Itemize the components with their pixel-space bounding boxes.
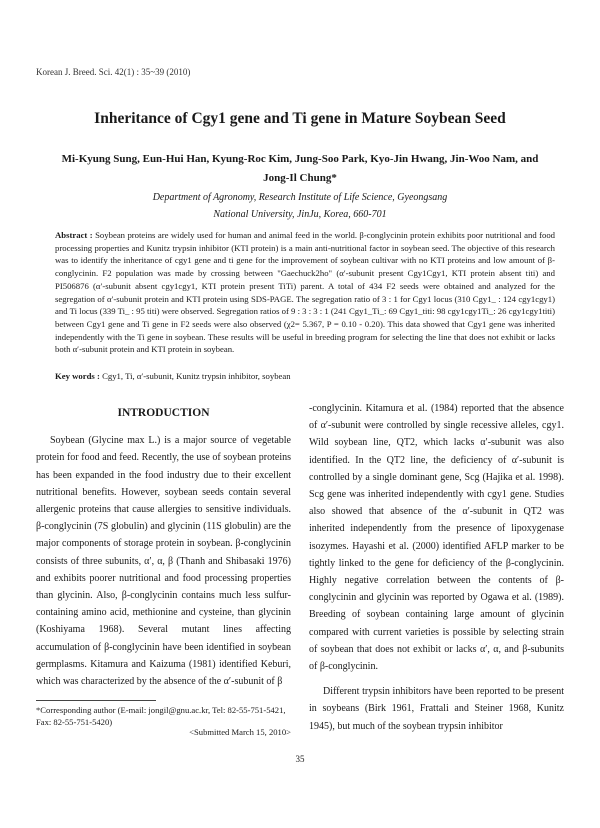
- article-title: Inheritance of Cgy1 gene and Ti gene in Mature Soybean Seed: [94, 110, 506, 127]
- affiliation: [60, 189, 540, 223]
- page-number: 35: [295, 754, 305, 764]
- right-column: [309, 400, 564, 735]
- intro-paragraph-3: Different trypsin inhibitors have been reported to be present in soybeans (Birk 1961, Frattali and Steiner 1968, Kunitz 1945), but much of the soybean trypsin inhibitor: [309, 686, 564, 732]
- intro-paragraph-2: -conglycinin. Kitamura et al. (1984) reported that the absence of α′-subunit were controlled by single recessive alleles, cgy1. Wild soybean line, QT2, which lacks α′-subunit was also identified. In the QT2 line, the deficiency of α′-subunit is controlled by a single dominant gene, Scg (Hajika et al. 1998). Scg gene was inherited independently with cgy1 gene. Studies also showed that absence of the α′-subunit in QT2 was inherited independently from the presence of lipoxygenase isozymes. Hayashi et al. (2000) identified AFLP marker to be tightly linked to the gene for deficiency of the β-conglycinin. Highly negative correlation between the contents of β-conglycinin and glycinin was reported by Ogawa et al. (1989). Breeding of soybean containing large amount of glycinin compared with current varieties is possible by selecting strain of soybean that does not exhibit or lacks α′, α, and β-subunits of β-conglycinin.: [309, 403, 564, 673]
- footnote-divider: [36, 700, 156, 701]
- submission-date: <Submitted March 15, 2010>: [189, 727, 291, 737]
- left-column: [36, 400, 291, 690]
- corresponding-author-footnote: *Corresponding author (E-mail: jongil@gnu.ac.kr, Tel: 82-55-751-5421, Fax: 82-55-751-5420): [36, 705, 286, 727]
- keywords-text: Cgy1, Ti, α′-subunit, Kunitz trypsin inhibitor, soybean: [102, 371, 291, 381]
- intro-paragraph-1: Soybean (Glycine max L.) is a major source of vegetable protein for food and feed. Recently, the use of soybean proteins has been expanded in the food industry due to their excellent nutritional benefits. However, soybean seeds contain several allergenic proteins that cause allergies to sensitive individuals. β-conglycinin (7S globulin) and glycinin (11S globulin) are the major components of storage protein in soybean. β-conglycinin consists of three subunits, α′, α, β (Thanh and Shibasaki 1976) and exhibits poorer nutritional and food processing properties than glycinin. Also, β-conglycinin contains much less sulfur-containing amino acid, methionine and cysteine, than glycinin (Koshiyama 1968). Several mutant lines affecting accumulation of β-conglycinin have been identified in soybean germplasms. Kitamura and Kaizuma (1981) identified Keburi, which was characterized by the absence of the α′-subunit of β: [36, 435, 291, 688]
- running-head: Korean J. Breed. Sci. 42(1) : 35~39 (2010): [36, 67, 191, 77]
- keywords: [55, 370, 555, 382]
- affiliation-line-2: National University, JinJu, Korea, 660-701: [213, 209, 387, 220]
- section-heading-introduction: INTRODUCTION: [117, 407, 210, 419]
- abstract-text: Soybean proteins are widely used for human and animal feed in the world. β-conglycinin protein exhibits poor nutritional and food processing properties and Kunitz trypsin inhibitor (KTI protein) is a main anti-nutritional factor in soybean seed. The objective of this research was to identify the inheritance of cgy1 gene and ti gene for the improvement of soybean cultivar with no KTI proteins and low amount of β-conglycinin. F2 population was made by crossing between "Gaechuck2ho" (α′-subunit present Cgy1Cgy1, KTI protein absent titi) and PI506876 (α′-subunit absent cgy1cgy1, KTI protein present TiTi) parent. A total of 434 F2 seeds were obtained and analyzed for the segregation of α′-subunit protein and KTI protein using SDS-PAGE. The segregation ratio of 3 : 1 for Cgy1 locus (310 Cgy1_ : 124 cgy1cgy1) and Ti locus (339 Ti_ : 95 titi) were observed. Segregation ratios of 9 : 3 : 3 : 1 (241 Cgy1_Ti_: 69 Cgy1_titi: 98 cgy1cgy1Ti_: 26 cgy1cgy1titi) between Cgy1 gene and Ti gene in F2 seeds were also observed (χ2= 5.367, P = 0.10 - 0.20). This data showed that Cgy1 gene was inherited independently with the Ti gene in soybean. These results will be useful in breeding program for selecting the line that does not exhibit or lacks both α′-subunit protein and KTI protein in soybean.: [55, 230, 556, 355]
- abstract-label: Abstract :: [55, 230, 93, 240]
- author-list: Mi-Kyung Sung, Eun-Hui Han, Kyung-Roc Kim, Jung-Soo Park, Kyo-Jin Hwang, Jin-Woo Nam, and Jong-Il Chung*: [61, 153, 539, 184]
- abstract: [55, 229, 555, 356]
- affiliation-line-1: Department of Agronomy, Research Institute of Life Science, Gyeongsang: [152, 192, 448, 203]
- keywords-label: Key words :: [55, 371, 100, 381]
